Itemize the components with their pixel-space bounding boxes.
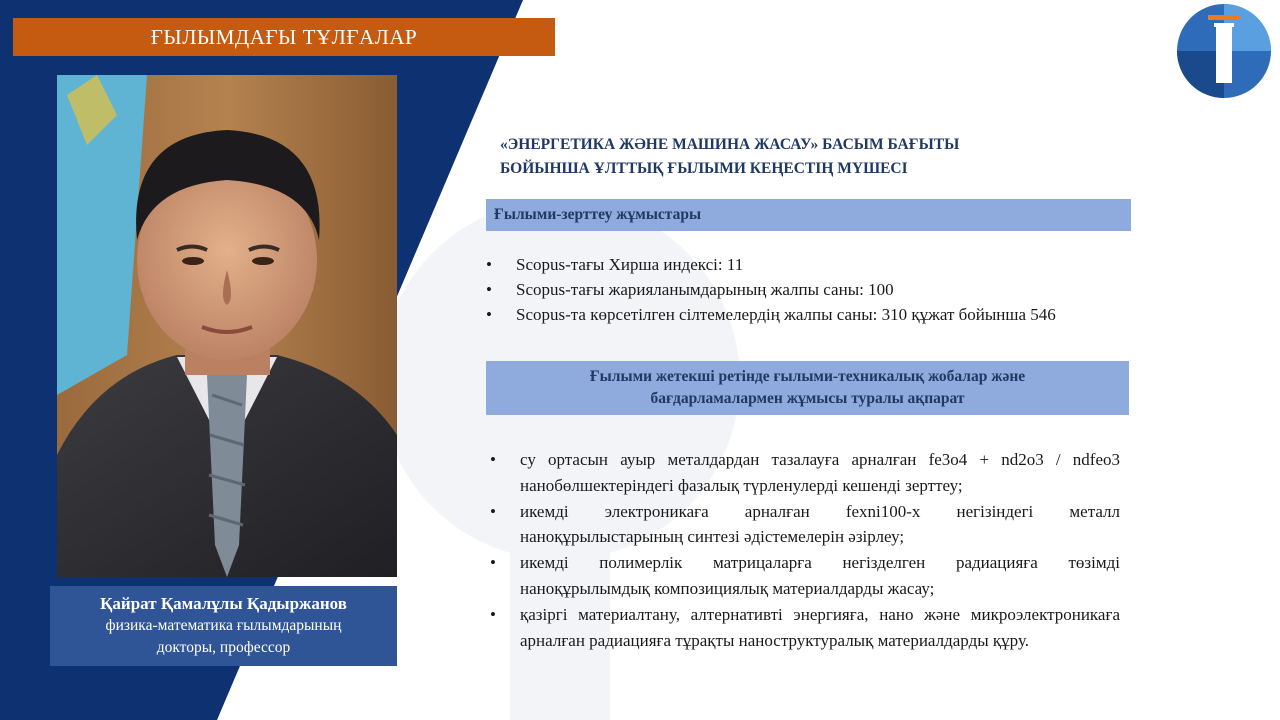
page-title: ҒЫЛЫМДАҒЫ ТҰЛҒАЛАР <box>13 18 555 56</box>
list-item <box>490 499 1120 551</box>
project-item-1: су ортасын ауыр металдардан тазалауға арналған fe3o4 + nd2o3 / ndfeo3 нанобөлшектеріндегі фазалық түрленулерді кешенді зерттеу; <box>520 450 1120 495</box>
research-section-heading: Ғылыми-зерттеу жұмыстары <box>486 199 1131 231</box>
list-item <box>490 602 1120 654</box>
bullet: • <box>490 450 496 469</box>
membership-heading <box>500 133 1120 181</box>
project-item-3: икемді полимерлік матрицаларға негізделген радиацияға төзімді наноқұрылымдық композициялық материалдарды жасау; <box>520 553 1120 598</box>
list-item <box>486 252 1076 277</box>
bullet: • <box>490 553 496 573</box>
list-item <box>490 550 1120 602</box>
bullet: • <box>490 501 496 521</box>
bullet: • <box>490 604 496 624</box>
list-item <box>490 447 1120 499</box>
membership-line1: «ЭНЕРГЕТИКА ЖӘНЕ МАШИНА ЖАСАУ» БАСЫМ БАҒЫТЫ <box>500 136 960 153</box>
bullet: • <box>486 255 492 274</box>
person-degree-line1: физика-математика ғылымдарының <box>105 617 342 634</box>
portrait-photo <box>57 75 397 577</box>
project-item-4: қазіргі материалтану, алтернативті энергияға, нано және микроэлектроникаға арналған радиацияға тұрақты наноструктуралық материалдарды құру. <box>520 604 1120 650</box>
projects-heading-line2: бағдарламалармен жұмысы туралы ақпарат <box>650 390 965 407</box>
projects-list <box>490 447 1120 653</box>
research-item-2: Scopus-тағы жарияланымдарының жалпы саны: 100 <box>516 280 894 299</box>
projects-section-heading <box>486 361 1129 415</box>
projects-heading-line1: Ғылыми жетекші ретінде ғылыми-техникалық жобалар және <box>589 368 1026 385</box>
bullet: • <box>486 280 492 299</box>
research-item-3: Scopus-та көрсетілген сілтемелердің жалпы саны: 310 құжат бойынша 546 <box>516 305 1056 324</box>
name-caption <box>50 586 397 666</box>
bullet: • <box>486 305 492 324</box>
research-item-1: Scopus-тағы Хирша индексі: 11 <box>516 255 744 274</box>
person-degree-line2: докторы, профессор <box>156 639 291 656</box>
person-name: Қайрат Қамалұлы Қадыржанов <box>100 594 347 613</box>
research-list <box>486 252 1076 327</box>
project-item-2: икемді электроникаға арналған fexni100-x негізіндегі металл наноқұрылыстарының синтезі әдістемелерін әзірлеу; <box>520 501 1120 547</box>
logo-icon <box>1176 3 1272 99</box>
list-item <box>486 277 1076 302</box>
list-item <box>486 302 1076 327</box>
membership-line2: БОЙЫНША ҰЛТТЫҚ ҒЫЛЫМИ КЕҢЕСТІҢ МҮШЕСІ <box>500 160 908 177</box>
